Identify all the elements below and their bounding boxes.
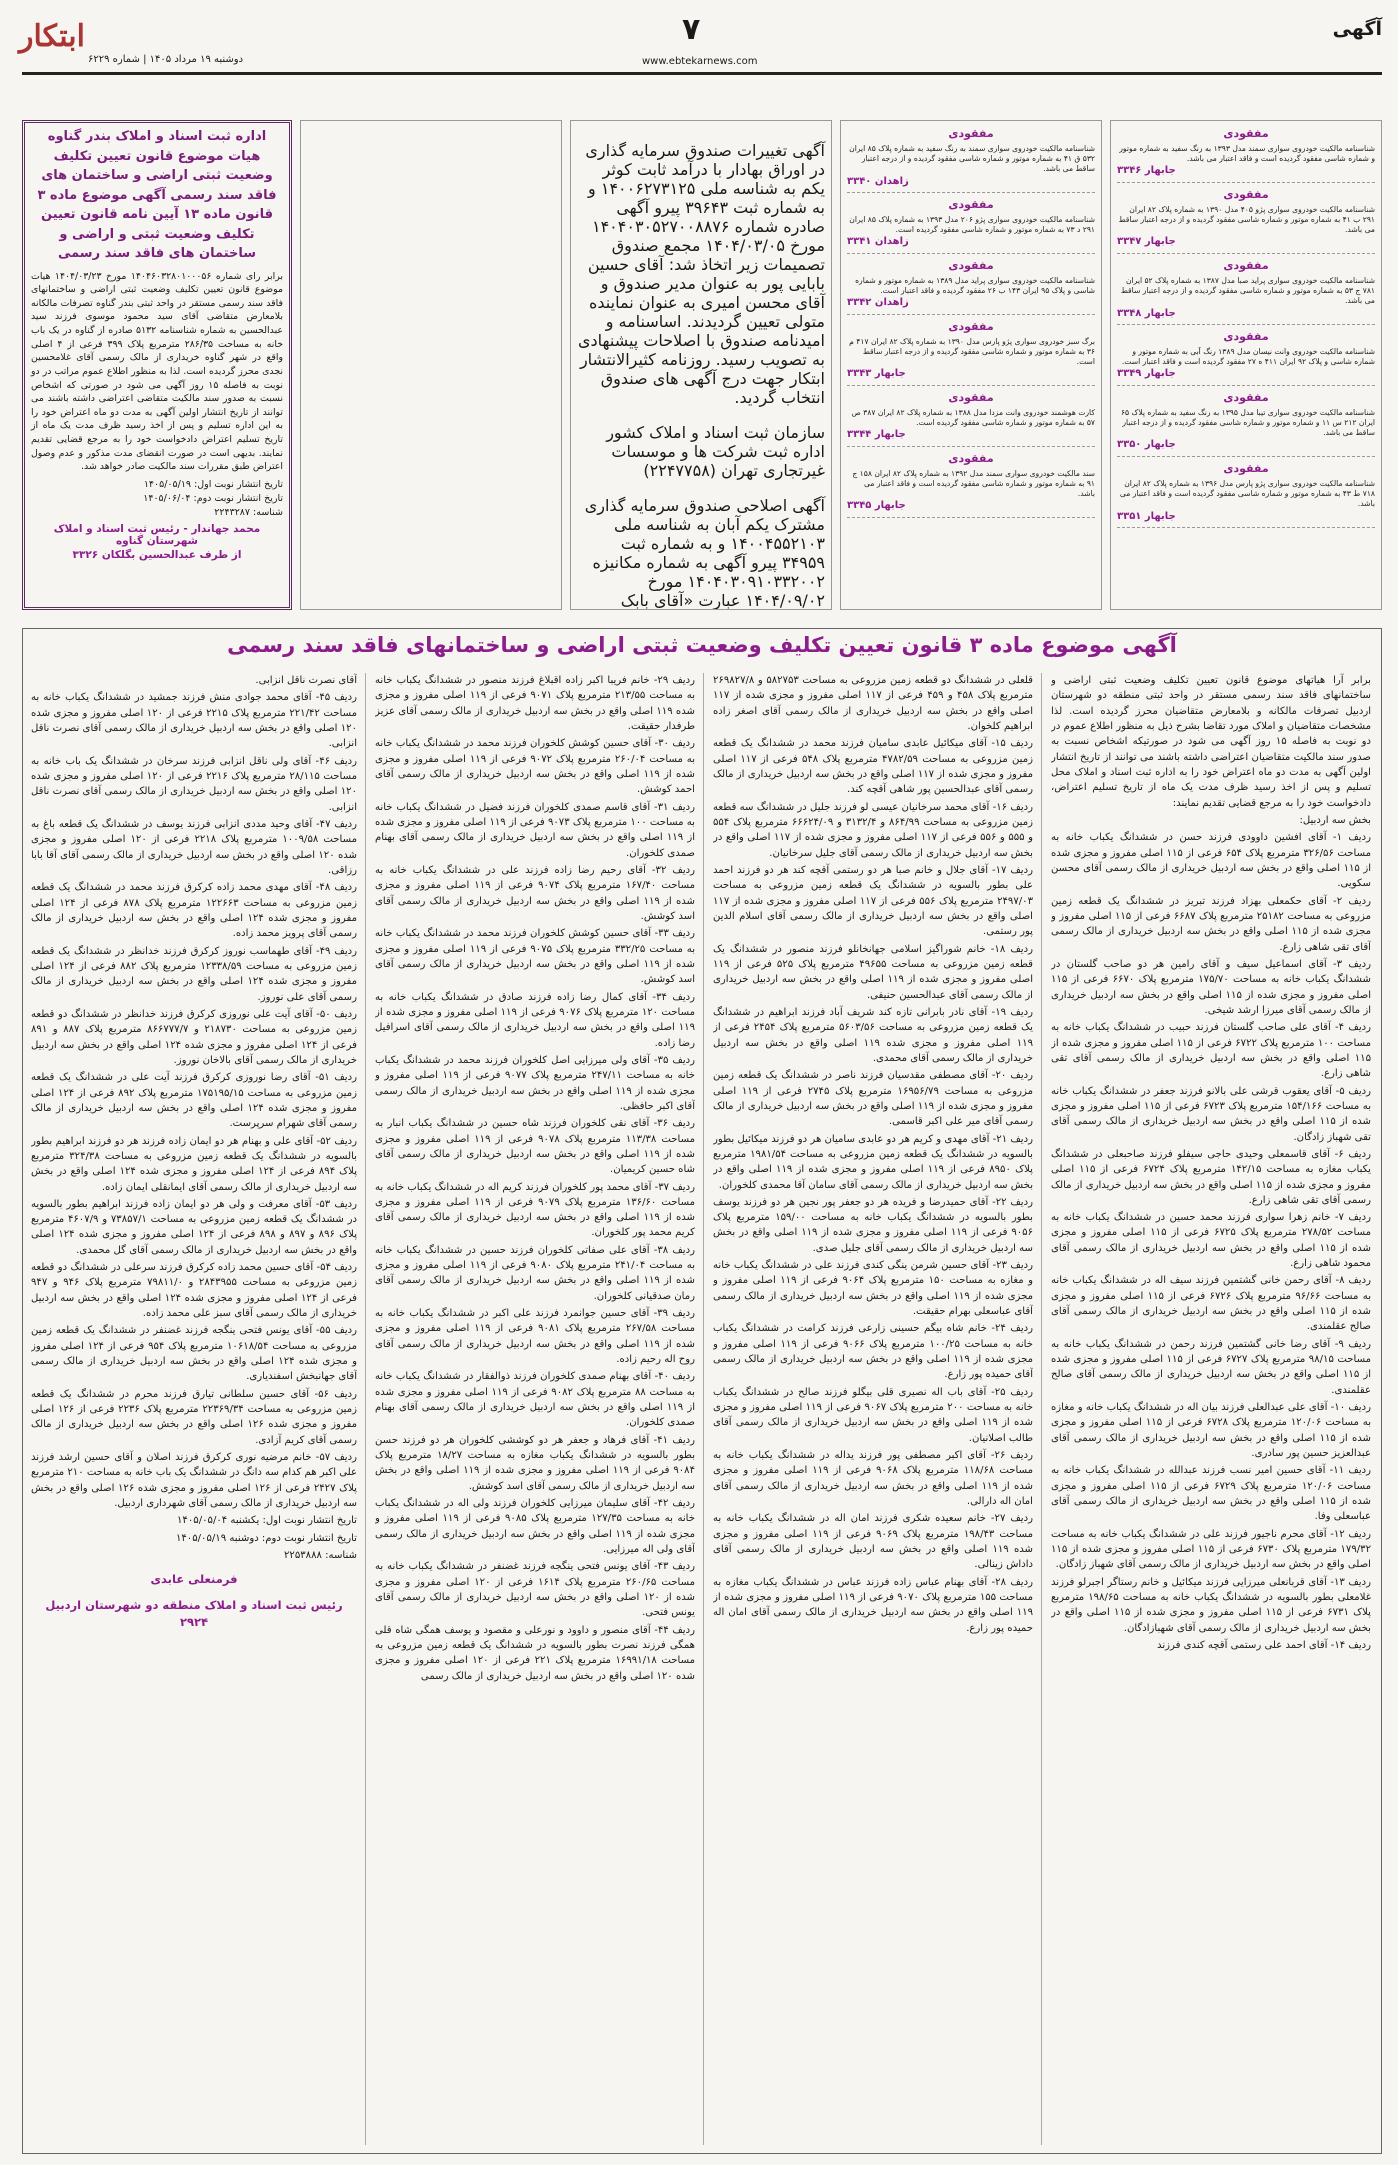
lost-document-ad	[847, 196, 1095, 254]
section-title: آگهی	[1332, 18, 1382, 40]
ad-reference: جابهار ۳۳۵۱	[1117, 510, 1176, 522]
notice-paragraph: بخش سه اردبیل:	[1299, 814, 1371, 826]
small-ads-column-2	[840, 120, 1102, 610]
notice-paragraph: ردیف ۳۶- آقای نقی کلخوران فرزند شاه حسین در ششدانگ یکباب انبار به مساحت ۱۱۳/۳۸ مترمربع پلاک ۹۰۷۸ فرعی از ۱۱۹ اصلی مفروز و مجزی شده از ۱۱۹ اصلی واقع در بخش سه اردبیل خریداری از مالک رسمی آقای شاه حسین کریمیان.	[375, 1118, 695, 1176]
notice-signature: محمد جهاندار - رئیس ثبت اسناد و املاک شهرستان گناوه	[53, 522, 261, 547]
notice-paragraph: ردیف ۳۹- آقای حسین جوانمرد فرزند علی اکبر در ششدانگ یکباب خانه به مساحت ۲۶۷/۵۸ مترمربع پلاک ۹۰۸۱ فرعی از ۱۱۹ اصلی مفروز و مجزی شده از ۱۱۹ اصلی واقع در بخش سه اردبیل خریداری از مالک رسمی آقای روح اله رحیم زاده.	[375, 1308, 695, 1366]
publish-date-2: تاریخ انتشار نوبت دوم: ۱۴۰۵/۰۶/۰۴	[143, 493, 283, 505]
notice-paragraph: ردیف ۴۳- آقای یونس فتحی ینگجه فرزند غضنفر در ششدانگ یکباب خانه به مساحت ۲۶۰/۶۵ مترمربع پلاک ۱۶۱۴ فرعی از ۱۲۰ اصلی مفروز و مجزی شده از ۱۲۰ اصلی واقع در بخش سه اردبیل خریداری از مالک رسمی آقای یونس فتحی.	[375, 1561, 695, 1619]
notice-paragraph: ردیف ۱۳- آقای قربانعلی میرزایی فرزند میکائیل و خانم رستاگر اجبرلو فرزند غلامعلی بطور بالسویه در ششدانگ یکباب خانه به مساحت ۱۹۸/۶۵ مترمربع پلاک ۶۷۳۱ فرعی از ۱۱۵ اصلی مفروز و مجزی شده از ۱۱۵ اصلی واقع در بخش سه اردبیل خریداری از مالک رسمی آقای شهبازادگان.	[1051, 1576, 1371, 1634]
notice-paragraph: ردیف ۴۶- آقای ولی ناقل انزابی فرزند سرخان در ششدانگ یک باب خانه به مساحت ۲۸/۱۱۵ مترمربع پلاک ۲۲۱۶ فرعی از ۱۲۰ اصلی مفروز و مجزی شده ۱۲۰ اصلی واقع در بخش سه اردبیل خریداری از مالک رسمی آقای نصرت ناقل انزابی.	[31, 755, 357, 813]
ad-reference: جابهار ۳۳۴۸	[1117, 307, 1176, 319]
ganaveh-registry-notice	[22, 120, 292, 610]
notice-paragraph: ردیف ۶- آقای قاسمعلی وحیدی حاجی سیفلو فرزند صاحبعلی در ششدانگ یکباب مغازه به مساحت ۱۴۲/۱۵ مترمربع پلاک ۶۷۲۴ فرعی از ۱۱۵ اصلی مفروز و مجزی شده از ۱۱۵ اصلی واقع در بخش سه اردبیل خریداری از مالک رسمی آقای تقی شاهی زارع.	[1051, 1148, 1371, 1206]
lost-document-ad	[847, 389, 1095, 447]
header-rule	[22, 72, 1382, 75]
notice-paragraph: ردیف ۵۶- آقای حسین سلطانی تیارق فرزند محرم در ششدانگ یک قطعه زمین مزروعی به مساحت ۲۲۳۶۹/۳۴ مترمربع پلاک ۲۲۳۶ فرعی از ۱۲۶ اصلی مفروز و مجزی شده ۱۲۶ اصلی واقع در بخش سه اردبیل خریداری از مالک رسمی آقای کریم آزادی.	[31, 1388, 357, 1446]
ad-body: شناسنامه مالکیت خودروی سواری پراید صبا مدل ۱۳۸۷ به شماره پلاک ۵۲ ایران ۷۸۱ ج ۵۳ به شماره موتور و شماره شاسی مفقود گردیده و از درجه اعتبار ساقط می باشد.	[1120, 275, 1375, 306]
ad-reference: جابهار ۳۳۴۳	[847, 368, 906, 380]
notice-block-2	[577, 496, 825, 610]
newspaper-logo: ابتکار	[19, 18, 85, 54]
ad-title: مفقودی	[948, 319, 994, 333]
column-divider	[365, 673, 366, 2145]
notice-paragraph: ردیف ۱۴- آقای احمد علی رستمی آقچه کندی فرزند	[1157, 1640, 1371, 1652]
notice-paragraph: ردیف ۴۸- آقای مهدی محمد زاده کرکرق فرزند محمد در ششدانگ یک قطعه زمین مزروعی به مساحت ۱۲۲۶۶۳ مترمربع پلاک ۸۷۸ فرعی از ۱۲۴ اصلی مفروز و مجزی شده ۱۲۴ اصلی واقع در بخش سه اردبیل خریداری از مالک رسمی آقای پرویز محمد زاده.	[31, 882, 357, 940]
column-divider	[1041, 673, 1042, 2145]
ad-body: شناسنامه مالکیت خودروی سواری پراید مدل ۱۳۸۹ به شماره موتور و شماره شاسی و پلاک ۹۵ ایران ۱۴۳ ب ۲۶ مفقود گردیده و فاقد اعتبار است.	[855, 275, 1095, 296]
ad-reference: زاهدان ۳۳۴۱	[847, 236, 909, 248]
lost-document-ad	[1117, 125, 1375, 183]
lost-document-ad	[847, 318, 1095, 386]
notice-paragraph: ردیف ۴۵- آقای محمد جوادی منش فرزند جمشید در ششدانگ یکباب خانه به مساحت ۲۲۱/۴۲ مترمربع پلاک ۲۲۱۵ فرعی از ۱۲۰ اصلی مفروز و مجزی شده ۱۲۰ اصلی واقع در بخش سه اردبیل خریداری از مالک رسمی آقای نصرت ناقل انزابی.	[31, 692, 357, 750]
small-ads-column-1	[1110, 120, 1382, 610]
notice-title: اداره ثبت اسناد و املاک بندر گناوه هیات موضوع قانون تعیین تکلیف وضعیت ثبتی اراضی و ساختمان های فاقد سند رسمی آگهی موضوع ماده ۳ قانون ماده ۱۳ آیین نامه قانون تعیین تکلیف وضعیت ثبتی و اراضی و ساختمان های فاقد سند رسمی	[37, 129, 277, 261]
notice-paragraph: ردیف ۴۷- آقای وحید مددی انزابی فرزند یوسف در ششدانگ یک قطعه باغ به مساحت ۱۰۰۹/۵۸ مترمربع پلاک ۲۲۱۸ فرعی از ۱۲۰ اصلی مفروز و مجزی شده ۱۲۰ اصلی واقع در بخش سه اردبیل خریداری از مالک رسمی آقای آقا بابا رزاقی.	[31, 818, 357, 876]
notice-paragraph: ردیف ۲۰- آقای مصطفی مقدسیان فرزند ناصر در ششدانگ یک قطعه زمین مزروعی به مساحت ۱۶۹۵۶/۷۹ مترمربع پلاک ۲۷۴۵ فرعی از ۱۱۹ اصلی مفروز و مجزی شده از ۱۱۹ اصلی واقع در بخش سه اردبیل خریداری از مالک رسمی آقای میر علی اکبر قاسمی.	[713, 1070, 1033, 1128]
column-divider	[703, 673, 704, 2145]
ad-body: شناسنامه مالکیت خودروی سواری سمند به رنگ سفید به شماره پلاک ۸۵ ایران ۵۳۲ ق ۴۱ به شماره موتور و شماره شاسی مفقود گردیده و از درجه اعتبار ساقط می باشد.	[849, 143, 1095, 174]
ad-reference: زاهدان ۳۳۴۲	[847, 297, 909, 309]
notice-paragraph: ردیف ۲۴- خانم شاه بیگم حسینی زارعی فرزند کرامت در ششدانگ یکباب خانه به مساحت ۱۰۰/۲۵ مترمربع پلاک ۹۰۶۶ فرعی از ۱۱۹ اصلی مفروز و مجزی شده از ۱۱۹ اصلی واقع در بخش سه اردبیل خریداری از مالک رسمی آقای حمیده پور زارع.	[713, 1323, 1033, 1381]
notice-signature: سازمان ثبت اسناد و املاک کشور	[606, 423, 825, 442]
notice-text: آگهی تغییرات صندوق سرمایه گذاری در اوراق بهادار با درآمد ثابت کوثر یکم به شناسه ملی ۱۴۰۰۶۲۷۳۱۲۵ و به شماره ثبت ۳۹۶۴۳ پیرو آگهی صادره شماره ۱۴۰۴۰۳۰۵۲۷۰۰۸۸۷۶ مورخ ۱۴۰۴/۰۳/۰۵ مجمع صندوق تصمیمات زیر اتخاذ شد: آقای حسین بابایی پور به عنوان مدیر صندوق و آقای محسن امیری به عنوان نماینده متولی تعیین گردیدند. اساسنامه و امیدنامه صندوق با اصلاحات پیشنهادی به تصویب رسید. روزنامه کثیرالانتشار ابتکار جهت درج آگهی های صندوق انتخاب گردید.	[577, 141, 825, 407]
notice-paragraph: ردیف ۲۸- آقای بهنام عباس زاده فرزند عباس در ششدانگ یکباب مغازه به مساحت ۱۵۵ مترمربع پلاک ۹۰۷۰ فرعی از ۱۱۹ اصلی مفروز و مجزی شده از ۱۱۹ اصلی واقع در بخش سه اردبیل خریداری از مالک رسمی آقای امان اله حمیده پور زارع.	[713, 1576, 1033, 1634]
notice-paragraph: ردیف ۳۲- آقای رحیم رضا زاده فرزند علی در ششدانگ یکباب خانه به مساحت ۱۶۷/۴۰ مترمربع پلاک ۹۰۷۴ فرعی از ۱۱۹ اصلی مفروز و مجزی شده از ۱۱۹ اصلی واقع در بخش سه اردبیل خریداری از مالک رسمی آقای اسد کوشش.	[375, 864, 695, 922]
notice-column-3	[375, 673, 695, 2145]
notice-paragraph: ردیف ۴۰- آقای بهنام صمدی کلخوران فرزند ذوالفقار در ششدانگ یکباب خانه به مساحت ۸۸ مترمربع پلاک ۹۰۸۲ فرعی از ۱۱۹ اصلی مفروز و مجزی شده از ۱۱۹ اصلی واقع در بخش سه اردبیل خریداری از مالک رسمی آقای بهنام صمدی کلخوران.	[375, 1371, 695, 1429]
publish-date-1: تاریخ انتشار نوبت اول: یکشنبه ۱۴۰۵/۰۵/۰۴	[177, 1515, 357, 1527]
ad-title: مفقودی	[1223, 461, 1269, 475]
lost-document-ad	[1117, 257, 1375, 325]
ad-title: مفقودی	[948, 390, 994, 404]
notice-paragraph: ردیف ۲۵- آقای باب اله نصیری قلی بیگلو فرزند صالح در ششدانگ یکباب خانه به مساحت ۲۰۰ مترمربع پلاک ۹۰۶۷ فرعی از ۱۱۹ اصلی مفروز و مجزی شده از ۱۱۹ اصلی واقع در بخش سه اردبیل خریداری از مالک رسمی آقای طالب اصلانیان.	[713, 1386, 1033, 1444]
notice-paragraph: ردیف ۱۶- آقای محمد سرخانیان عیسی لو فرزند جلیل در ششدانگ سه قطعه زمین مزروعی به مساحت ۸۶۴/۹۹ و ۳۱۳۲/۴ و ۶۶۶۲۴/۰۹ مترمربع پلاک ۵۵۴ و ۵۵۵ و ۵۵۶ فرعی از ۱۱۷ اصلی مفروز و مجزی شده از ۱۱۷ اصلی واقع در بخش سه اردبیل خریداری از مالک رسمی آقای جلیل سرخانیان.	[713, 801, 1033, 859]
ad-body: کارت هوشمند خودروی وانت مزدا مدل ۱۳۸۸ به شماره پلاک ۸۲ ایران ۳۸۷ ص ۵۷ به شماره موتور و شماره شاسی مفقود گردیده است.	[851, 407, 1095, 427]
lost-document-ad	[1117, 186, 1375, 254]
main-notice-title: آگهی موضوع ماده ۳ قانون تعیین تکلیف وضعیت ثبتی اراضی و ساختمانهای فاقد سند رسمی	[227, 633, 1177, 657]
notice-paragraph: ردیف ۸- آقای رحمن خانی گشتمین فرزند سیف اله در ششدانگ یکباب خانه به مساحت ۹۶/۶۶ مترمربع پلاک ۶۷۲۶ فرعی از ۱۱۵ اصلی مفروز و مجزی شده از ۱۱۵ اصلی واقع در بخش سه اردبیل خریداری از مالک رسمی آقای صالح عقلمندی.	[1051, 1275, 1371, 1333]
small-ads-column-3	[570, 120, 832, 610]
notice-column-4	[31, 673, 357, 2145]
notice-paragraph: ردیف ۱۵- آقای میکائیل عابدی سامیان فرزند محمد در ششدانگ یک قطعه زمین مزروعی به مساحت ۴۷۸۲/۵۹ مترمربع پلاک ۵۴۸ فرعی از ۱۱۷ اصلی مفروز و مجزی شده از ۱۱۷ اصلی واقع در بخش سه اردبیل خریداری از مالک رسمی آقای عبدالحسین پور شاهی آقچه کند.	[713, 738, 1033, 796]
notice-block-1	[577, 141, 825, 480]
notice-paragraph: ردیف ۲۱- آقای مهدی و کریم هر دو عابدی سامیان هر دو فرزند میکائیل بطور بالسویه در ششدانگ یک قطعه زمین مزروعی به مساحت ۱۹۸۱/۵۴ مترمربع پلاک ۸۹۵۰ فرعی از ۱۱۹ اصلی مفروز و مجزی شده از ۱۱۹ اصلی واقع در بخش سه اردبیل خریداری از مالک رسمی آقای سامان آقا محمدی کلخوران.	[713, 1133, 1033, 1191]
ad-title: مفقودی	[948, 127, 994, 140]
notice-paragraph: ردیف ۴۹- آقای طهماسب نوروز کرکرق فرزند خدانظر در ششدانگ یک قطعه زمین مزروعی به مساحت ۱۲۳۳۸/۵۹ مترمربع پلاک ۸۸۲ فرعی از ۱۲۴ اصلی مفروز و مجزی شده ۱۲۴ اصلی واقع در بخش سه اردبیل خریداری از مالک رسمی آقای علی نوروز.	[31, 945, 357, 1003]
notice-paragraph: ردیف ۵۳- آقای معرفت و ولی هر دو ایمان زاده فرزند ابراهیم بطور بالسویه در ششدانگ یک قطعه زمین مزروعی به مساحت ۷۳۸۵۷/۱ و ۴۶۰۷/۹ مترمربع پلاک ۸۹۶ و ۸۹۷ و ۸۹۸ فرعی از ۱۲۴ اصلی مفروز و مجزی شده ۱۲۴ اصلی واقع در بخش سه اردبیل خریداری از مالک رسمی آقای گل محمدی.	[31, 1198, 357, 1256]
ad-reference: جابهار ۳۳۴۹	[1117, 368, 1176, 380]
notice-paragraph: ردیف ۴۱- آقای فرهاد و جعفر هر دو کوششی کلخوران هر دو فرزند حسن بطور بالسویه در ششدانگ یکباب مغازه به مساحت ۱۸/۲۷ مترمربع پلاک ۹۰۸۴ فرعی از ۱۱۹ اصلی مفروز و مجزی شده از ۱۱۹ اصلی واقع در بخش سه اردبیل خریداری از مالک رسمی آقای اسد کوشش.	[375, 1434, 695, 1492]
notice-paragraph: ردیف ۲۶- آقای اکبر مصطفی پور فرزند یداله در ششدانگ یکباب خانه به مساحت ۱۱۸/۶۸ مترمربع پلاک ۹۰۶۸ فرعی از ۱۱۹ اصلی مفروز و مجزی شده از ۱۱۹ اصلی واقع در بخش سه اردبیل خریداری از مالک رسمی آقای امان اله دارالی.	[713, 1450, 1033, 1508]
notice-paragraph: ردیف ۴- آقای علی صاحب گلستان فرزند حبیب در ششدانگ یکباب خانه به مساحت ۱۰۰ مترمربع پلاک ۶۷۲۲ فرعی از ۱۱۵ اصلی مفروز و مجزی شده از ۱۱۵ اصلی واقع در بخش سه اردبیل خریداری از مالک رسمی آقای تقی شاهی زارع.	[1051, 1022, 1371, 1080]
notice-paragraph: ردیف ۲- آقای حکمعلی بهزاد فرزند تبریز در ششدانگ یک قطعه زمین مزروعی به مساحت ۲۵۱۸۲ مترمربع پلاک ۶۶۸۷ فرعی از ۱۱۵ اصلی مفروز و مجزی شده از ۱۱۵ اصلی واقع در بخش سه اردبیل خریداری از مالک رسمی آقای تقی شاهی زارع.	[1051, 895, 1371, 953]
notice-paragraph: ردیف ۴۲- آقای سلیمان میرزایی کلخوران فرزند ولی اله در ششدانگ یکباب خانه به مساحت ۱۲۷/۳۵ مترمربع پلاک ۹۰۸۵ فرعی از ۱۱۹ اصلی مفروز و مجزی شده از ۱۱۹ اصلی واقع در بخش سه اردبیل خریداری از مالک رسمی آقای ولی اله میرزایی.	[375, 1498, 695, 1556]
ad-title: مفقودی	[948, 451, 994, 465]
website-link[interactable]: www.ebtekarnews.com	[642, 56, 758, 67]
ad-reference: جابهار ۳۳۵۰	[1117, 439, 1176, 451]
notice-paragraph: ردیف ۳۷- آقای محمد پور کلخوران فرزند کریم اله در ششدانگ یکباب خانه به مساحت ۱۳۶/۶۰ مترمربع پلاک ۹۰۷۹ فرعی از ۱۱۹ اصلی مفروز و مجزی شده از ۱۱۹ اصلی واقع در بخش سه اردبیل خریداری از مالک رسمی آقای کریم محمد پور کلخوران.	[375, 1181, 695, 1239]
notice-code: شناسه: ۲۲۴۳۲۸۷	[214, 507, 283, 519]
signatory-name: فرمنعلی عابدی	[150, 1572, 238, 1587]
ad-reference: جابهار ۳۳۴۴	[847, 429, 906, 441]
ad-reference: جابهار ۳۳۴۶	[1117, 165, 1176, 177]
ad-body: برگ سبز خودروی سواری پژو پارس مدل ۱۳۹۰ به شماره پلاک ۸۲ ایران ۴۱۷ م ۳۶ به شماره موتور و شماره شاسی مفقود گردیده و از درجه اعتبار ساقط است.	[849, 336, 1095, 367]
issue-date: دوشنبه ۱۹ مرداد ۱۴۰۵ | شماره ۶۲۲۹	[88, 54, 244, 65]
notice-paragraph: ردیف ۲۹- خانم فریبا اکبر زاده اقبلاغ فرزند منصور در ششدانگ یکباب خانه به مساحت ۲۱۳/۵۵ مترمربع پلاک ۹۰۷۱ فرعی از ۱۱۹ اصلی مفروز و مجزی شده ۱۱۹ اصلی واقع در بخش سه اردبیل خریداری از مالک رسمی آقای عزیز طرفدار حقیقت.	[375, 675, 695, 732]
ad-title: مفقودی	[1223, 127, 1269, 140]
top-ads-zone	[22, 120, 1382, 610]
notice-paragraph: ردیف ۳۵- آقای ولی میرزایی اصل کلخوران فرزند محمد در ششدانگ یکباب خانه به مساحت ۲۴۷/۱۱ مترمربع پلاک ۹۰۷۷ فرعی از ۱۱۹ اصلی مفروز و مجزی شده از ۱۱۹ اصلی واقع در بخش سه اردبیل خریداری از مالک رسمی آقای اکبر حافظی.	[375, 1054, 695, 1112]
ad-body: شناسنامه مالکیت خودروی سواری پژو ۲۰۶ مدل ۱۳۹۳ به شماره پلاک ۸۵ ایران ۲۹۱ د ۷۳ به شماره موتور و شماره شاسی مفقود گردیده است.	[849, 214, 1095, 235]
notice-paragraph: ردیف ۱۲- آقای محرم ناجیور فرزند علی در ششدانگ یکباب خانه به مساحت ۱۷۹/۳۲ مترمربع پلاک ۶۷۳۰ فرعی از ۱۱۵ اصلی مفروز و مجزی شده از ۱۱۵ اصلی واقع در بخش سه اردبیل خریداری از مالک رسمی آقای شهباز زادگان.	[1051, 1528, 1371, 1571]
registration-notice-column	[300, 120, 562, 610]
ad-title: مفقودی	[1223, 187, 1269, 201]
notice-text: آگهی اصلاحی صندوق سرمایه گذاری مشترک یکم آبان به شناسه ملی ۱۴۰۰۴۵۵۲۱۰۳ و به شماره ثبت ۳۴۹۵۹ پیرو آگهی به شماره مکانیزه ۱۴۰۴۰۳۰۹۱۰۳۳۲۰۰۲ مورخ ۱۴۰۴/۰۹/۰۲ عبارت «آقای بابک	[584, 496, 825, 610]
ad-title: مفقودی	[1223, 258, 1269, 272]
ad-body: شناسنامه مالکیت خودروی سواری تیبا مدل ۱۳۹۵ به رنگ سفید به شماره پلاک ۶۵ ایران ۲۱۲ س ۱۱ و شماره موتور و شماره شاسی مفقود گردیده و از درجه اعتبار ساقط می باشد.	[1120, 407, 1375, 438]
notice-paragraph: ردیف ۵۵- آقای یونس فتحی ینگجه فرزند غضنفر در ششدانگ یک قطعه زمین مزروعی به مساحت ۱۰۶۱۸/۵۴ مترمربع پلاک ۹۵۴ فرعی از ۱۲۴ اصلی مفروز و مجزی شده ۱۲۴ اصلی واقع در بخش سه اردبیل خریداری از مالک رسمی آقای جهانبخش اسفندیاری.	[31, 1325, 357, 1383]
publish-date-1: تاریخ انتشار نوبت اول: ۱۴۰۵/۰۵/۱۹	[143, 478, 283, 490]
ad-body: شناسنامه مالکیت خودروی سواری پژو ۴۰۵ مدل ۱۳۹۰ به شماره پلاک ۸۲ ایران ۲۹۱ ب ۴۱ به شماره موتور و شماره شاسی مفقود گردیده و از درجه اعتبار ساقط می باشد.	[1118, 204, 1375, 235]
notice-paragraph: ردیف ۱۸- خانم شوراگیز اسلامی جهانخانلو فرزند منصور در ششدانگ یک قطعه زمین مزروعی به مساحت ۴۹۶۵۵ مترمربع پلاک ۵۲۵ فرعی از ۱۱۹ اصلی مفروز و مجزی شده از ۱۱۹ اصلی واقع در بخش سه اردبیل خریداری از مالک رسمی آقای عبدالحسین حنیفی.	[713, 943, 1033, 1001]
notice-paragraph: ردیف ۱- آقای افشین داوودی فرزند حسن در ششدانگ یکباب خانه به مساحت ۳۲۶/۵۶ مترمربع پلاک ۶۵۴ فرعی از ۱۱۵ اصلی مفروز و مجزی شده از ۱۱۵ اصلی واقع در بخش سه اردبیل خریداری از مالک رسمی آقای محسن سکویی.	[1051, 832, 1371, 890]
notice-paragraph: ردیف ۲۷- خانم سعیده شکری فرزند امان اله در ششدانگ یکباب خانه به مساحت ۱۹۸/۴۳ مترمربع پلاک ۹۰۶۹ فرعی از ۱۱۹ اصلی مفروز و مجزی شده ۱۱۹ اصلی واقع در بخش سه اردبیل خریداری از مالک رسمی آقای داداش زینالی.	[713, 1513, 1033, 1571]
page-header	[19, 12, 1382, 74]
ad-title: مفقودی	[1223, 390, 1269, 404]
lost-document-ad	[847, 257, 1095, 315]
notice-paragraph: ردیف ۱۱- آقای حسین امیر نسب فرزند عبدالله در ششدانگ یکباب خانه به مساحت ۱۲۰/۰۶ مترمربع پلاک ۶۷۲۹ فرعی از ۱۱۵ اصلی مفروز و مجزی شده از ۱۱۵ اصلی واقع در بخش سه اردبیل خریداری از مالک رسمی آقای عباسعلی وفا.	[1051, 1465, 1371, 1523]
ad-reference: زاهدان ۳۳۴۰	[847, 175, 909, 187]
notice-paragraph: ردیف ۳۴- آقای کمال رضا زاده فرزند صادق در ششدانگ یکباب خانه به مساحت ۱۲۰ مترمربع پلاک ۹۰۷۶ فرعی از ۱۱۹ اصلی مفروز و مجزی شده از ۱۱۹ اصلی واقع در بخش سه اردبیل خریداری از مالک رسمی آقای اسرافیل رضا زاده.	[375, 991, 695, 1049]
notice-paragraph: ردیف ۳۰- آقای حسین کوشش کلخوران فرزند محمد در ششدانگ یکباب خانه به مساحت ۲۶۰/۰۴ مترمربع پلاک ۹۰۷۲ فرعی از ۱۱۹ اصلی مفروز و مجزی شده از ۱۱۹ اصلی واقع در بخش سه اردبیل خریداری از مالک رسمی آقای احمد کوشش.	[375, 738, 695, 796]
lost-document-ad	[1117, 328, 1375, 386]
newspaper-page	[19, 12, 1382, 2152]
notice-paragraph: ردیف ۵- آقای یعقوب قرشی علی بالانو فرزند جعفر در ششدانگ یکباب خانه به مساحت ۱۵۴/۱۶۶ مترمربع پلاک ۶۷۲۳ فرعی از ۱۱۵ اصلی مفروز و مجزی شده از ۱۱۵ اصلی واقع در بخش سه اردبیل خریداری از مالک رسمی آقای تقی شهباز زادگان.	[1051, 1085, 1371, 1143]
notice-paragraph: ردیف ۷- خانم زهرا سواری فرزند محمد حسین در ششدانگ یکباب خانه به مساحت ۲۷۸/۵۲ مترمربع پلاک ۶۷۲۵ فرعی از ۱۱۵ اصلی مفروز و مجزی شده از ۱۱۵ اصلی واقع در بخش سه اردبیل خریداری از مالک رسمی آقای محمود شاهی زارع.	[1051, 1212, 1371, 1270]
notice-paragraph: ردیف ۲۳- آقای حسین شرمن ینگی کندی فرزند علی در ششدانگ یکباب خانه و مغازه به مساحت ۱۵۰ مترمربع پلاک ۹۰۶۴ فرعی از ۱۱۹ اصلی مفروز و مجزی شده از ۱۱۹ اصلی واقع در بخش سه اردبیل خریداری از مالک رسمی آقای عباسعلی بهرام حقیقت.	[713, 1260, 1033, 1318]
notice-paragraph: ردیف ۳- آقای اسماعیل سیف و آقای رامین هر دو صاحب گلستان در ششدانگ یکباب خانه به مساحت ۱۷۵/۷۰ مترمربع پلاک ۶۶۷۰ فرعی از ۱۱۵ اصلی مفروز و مجزی شده از ۱۱۵ اصلی واقع در بخش سه اردبیل خریداری از مالک رسمی آقای میرزا ارشد شیخی.	[1051, 958, 1371, 1016]
notice-column-2	[713, 673, 1033, 2145]
lost-document-ad	[1117, 389, 1375, 457]
notice-paragraph: ردیف ۱۷- آقای جلال و خانم صبا هر دو رستمی آقچه کند هر دو فرزند احمد علی بطور بالسویه در ششدانگ یک قطعه زمین مزروعی به مساحت ۲۴۹۷/۰۳ مترمربع پلاک ۵۵۶ فرعی از ۱۱۷ اصلی مفروز و مجزی شده از ۱۱۷ اصلی واقع در بخش سه اردبیل خریداری از مالک رسمی آقای اسلام الدین پور رستمی.	[713, 864, 1033, 938]
notice-paragraph: ردیف ۱۰- آقای علی عبدالعلی فرزند بیان اله در ششدانگ یکباب خانه و مغازه به مساحت ۱۲۰/۰۶ مترمربع پلاک ۶۷۲۸ فرعی از ۱۱۵ اصلی مفروز و مجزی شده از ۱۱۵ اصلی واقع در بخش سه اردبیل خریداری از مالک رسمی آقای عبدالعزیز حسین پور سادری.	[1051, 1402, 1371, 1460]
notice-body: برابر رای شماره ۱۴۰۴۶۰۳۲۸۰۱۰۰۰۵۶ مورخ ۱۴۰۴/۰۳/۲۳ هیات موضوع قانون تعیین تکلیف وضعیت ثبتی اراضی و ساختمانهای فاقد سند رسمی مستقر در واحد ثبتی بندر گناوه تصرفات مالکانه بلامعارض متقاضی آقای سید محمود موسوی فرزند سید عبدالحسین به شماره شناسنامه ۵۱۳۲ صادره از گناوه در یک باب خانه به مساحت ۲۸۶/۳۵ مترمربع پلاک ۳۹۹ فرعی از ۴ اصلی واقع در شهر گناوه خریداری از مالک رسمی آقای غلامحسین نجدی محرز گردیده است. لذا به منظور اطلاع عموم مراتب در دو نوبت به فاصله ۱۵ روز آگهی می شود در صورتی که اشخاص نسبت به صدور سند مالکیت متقاضی اعتراضی داشته باشند می توانند از تاریخ انتشار اولین آگهی به مدت دو ماه اعتراض خود را به این اداره تسلیم و پس از اخذ رسید ظرف مدت یک ماه از تاریخ تسلیم اعتراض دادخواست خود را به مرجع قضایی تقدیم نمایند. بدیهی است در صورت انقضای مدت مذکور و عدم وصول اعتراض طبق مقررات سند مالکیت صادر خواهد شد.	[31, 270, 283, 473]
ad-title: مفقودی	[948, 258, 994, 272]
notice-paragraph: ردیف ۱۹- آقای نادر بابرانی تازه کند شریف آباد فرزند ابراهیم در ششدانگ یک قطعه زمین مزروعی به مساحت ۵۶۰۳/۵۶ مترمربع پلاک ۲۴۵۴ فرعی از ۱۱۹ اصلی مفروز و مجزی شده ۱۱۹ اصلی واقع در بخش سه اردبیل خریداری از مالک رسمی آقای محمدی.	[713, 1006, 1033, 1064]
ad-body: شناسنامه مالکیت خودروی سواری پژو پارس مدل ۱۳۹۶ به شماره پلاک ۸۲ ایران ۷۱۸ ط ۴۳ به شماره موتور و شماره شاسی مفقود گردیده است و فاقد اعتبار می باشد.	[1119, 478, 1375, 509]
ad-title: مفقودی	[1223, 330, 1269, 344]
notice-paragraph: برابر آرا هیاتهای موضوع قانون تعیین تکلیف وضعیت ثبتی اراضی و ساختمانهای فاقد سند رسمی مستقر در واحد ثبتی منطقه دو شهرستان اردبیل تصرفات مالکانه و بلامعارض متقاضیان محرز گردیده است. لذا مشخصات متقاضیان و املاک مورد تقاضا بشرح ذیل به منظور اطلاع عموم در دو نوبت به فاصله ۱۵ روز آگهی می شود در صورتیکه اشخاص نسبت به صدور سند مالکیت متقاضیان اعتراضی داشته باشند می توانند از تاریخ انتشار اولین آگهی به مدت دو ماه اعتراض خود را به اداره ثبت اسناد و املاک محل تسلیم و پس از اخذ رسید ظرف مدت یک ماه از تاریخ تسلیم اعتراض، دادخواست خود را به مرجع قضایی تقدیم نمایند:	[1051, 675, 1371, 809]
notice-paragraph: ردیف ۵۰- آقای آیت علی نوروزی کرکرق فرزند خدانظر در ششدانگ دو قطعه زمین مزروعی به مساحت ۲۱۸۷۳۰ و ۸۶۶۷۷۷/۷ مترمربع پلاک ۸۸۷ و ۸۹۱ فرعی از ۱۲۴ اصلی مفروز و مجزی شده ۱۲۴ اصلی واقع در بخش سه اردبیل خریداری از مالک رسمی آقای بالاخان نوروز.	[31, 1008, 357, 1066]
ad-reference: جابهار ۳۳۴۵	[847, 500, 906, 512]
ad-body: شناسنامه مالکیت خودروی سواری سمند مدل ۱۳۹۳ به رنگ سفید به شماره موتور و شماره شاسی مفقود گردیده است و فاقد اعتبار می باشد.	[1119, 143, 1375, 164]
ad-body: سند مالکیت خودروی سواری سمند مدل ۱۳۹۲ به شماره پلاک ۸۲ ایران ۱۵۸ ج ۹۱ به شماره موتور و شماره شاسی مفقود گردیده است و فاقد اعتبار می باشد.	[852, 468, 1095, 499]
notice-paragraph: ردیف ۵۴- آقای حسین محمد زاده کرکرق فرزند سرعلی در ششدانگ دو قطعه زمین مزروعی به مساحت ۲۸۴۳۹۵۵ و ۷۹۸۱۱/۰ مترمربع پلاک ۹۴۶ و ۹۴۷ فرعی از ۱۲۴ اصلی مفروز و مجزی شده ۱۲۴ اصلی واقع در بخش سه اردبیل خریداری از مالک رسمی آقای سبز علی محمد زاده.	[31, 1262, 357, 1320]
lost-document-ad	[1117, 460, 1375, 528]
notice-paragraph: قلعلی در ششدانگ دو قطعه زمین مزروعی به مساحت ۵۸۲۷۵۳ و ۲۶۹۸۲۷/۸ مترمربع پلاک ۴۵۸ و ۴۵۹ فرعی از ۱۱۷ اصلی مفروز و مجزی شده از ۱۱۷ اصلی واقع در بخش سه اردبیل خریداری از مالک رسمی آقای اصغر زاده ابراهیم کلخوان.	[713, 675, 1033, 732]
notice-paragraph: ردیف ۴۴- آقای منصور و داوود و نورعلی و مقصود و یوسف همگی شاه قلی همگی فرزند نصرت بطور بالسویه در ششدانگ یک قطعه زمین مزروعی به مساحت ۱۶۹۹۱/۱۸ مترمربع پلاک ۲۲۱ فرعی از ۱۲۰ اصلی مفروز و مجزی شده ۱۲۰ اصلی واقع در بخش سه اردبیل خریداری از مالک رسمی	[375, 1624, 695, 1682]
notice-paragraph: ردیف ۵۲- آقای علی و بهنام هر دو ایمان زاده فرزند هر دو فرزند ابراهیم بطور بالسویه در ششدانگ یک قطعه زمین مزروعی به مساحت ۳۲۴/۳۸ مترمربع پلاک ۸۹۴ فرعی از ۱۲۴ اصلی مفروز و مجزی شده ۱۲۴ اصلی واقع در بخش سه اردبیل خریداری از مالک رسمی آقای ایمانقلی ایمان زاده.	[31, 1135, 357, 1193]
page-number: ۷	[682, 12, 701, 47]
publish-date-2: تاریخ انتشار نوبت دوم: دوشنبه ۱۴۰۵/۰۵/۱۹	[175, 1532, 357, 1544]
notice-paragraph: آقای نصرت ناقل انزابی.	[255, 675, 357, 686]
notice-paragraph: ردیف ۳۳- آقای حسین کوشش کلخوران فرزند محمد در ششدانگ یکباب خانه به مساحت ۳۳۲/۲۵ مترمربع پلاک ۹۰۷۵ فرعی از ۱۱۹ اصلی مفروز و مجزی شده از ۱۱۹ اصلی واقع در بخش سه اردبیل خریداری از مالک رسمی آقای اسد کوشش.	[375, 928, 695, 986]
notice-paragraph: ردیف ۲۲- آقای حمیدرضا و فریده هر دو جعفر پور نجین هر دو فرزند یوسف بطور بالسویه در ششدانگ یکباب خانه به مساحت ۱۵۹/۰۰ مترمربع پلاک ۹۰۵۶ فرعی از ۱۱۹ اصلی مفروز و مجزی شده از ۱۱۹ اصلی واقع در بخش سه اردبیل خریداری از مالک رسمی آقای جلیل صدی.	[713, 1196, 1033, 1254]
notice-paragraph: ردیف ۵۷- خانم مرضیه نوری کرکرق فرزند اصلان و آقای حسین ارشد فرزند علی اکبر هم کدام سه دانگ در ششدانگ یک باب خانه به مساحت ۲۱۰ مترمربع پلاک ۲۴۲۷ فرعی از ۱۲۶ اصلی مفروز و مجزی شده ۱۲۶ اصلی واقع در بخش سه اردبیل خریداری از مالک رسمی آقای شهرداری اردبیل.	[31, 1452, 357, 1510]
notice-column-1	[1051, 673, 1371, 2145]
ad-reference: جابهار ۳۳۴۷	[1117, 236, 1176, 248]
ad-body: شناسنامه مالکیت خودروی وانت نیسان مدل ۱۳۸۹ رنگ آبی به شماره موتور و شماره شاسی و پلاک ۹۲ ایران ۴۱۱ ه ۲۷ مفقود گردیده است و فاقد اعتبار است.	[1121, 346, 1375, 367]
notice-paragraph: ردیف ۳۸- آقای علی صفاتی کلخوران فرزند حسین در ششدانگ یکباب خانه به مساحت ۲۴۱/۰۴ مترمربع پلاک ۹۰۸۰ فرعی از ۱۱۹ اصلی مفروز و مجزی شده از ۱۱۹ اصلی واقع در بخش سه اردبیل خریداری از مالک رسمی آقای رمان صدقیانی کلخوران.	[375, 1244, 695, 1302]
notice-paragraph: ردیف ۳۱- آقای قاسم صمدی کلخوران فرزند فضیل در ششدانگ یکباب خانه به مساحت ۱۰۰ مترمربع پلاک ۹۰۷۳ فرعی از ۱۱۹ اصلی مفروز و مجزی شده از ۱۱۹ اصلی واقع در بخش سه اردبیل خریداری از مالک رسمی آقای بهنام صمدی کلخوران.	[375, 801, 695, 859]
notice-code: شناسه: ۲۲۵۳۸۸۸	[283, 1550, 357, 1562]
ad-title: مفقودی	[948, 198, 994, 212]
lost-document-ad	[847, 125, 1095, 193]
signatory-title: رئیس ثبت اسناد و املاک منطقه دو شهرستان اردبیل ۲۹۲۴	[45, 1597, 343, 1630]
main-land-notice	[22, 628, 1382, 2154]
notice-signature-2: از طرف عبدالحسین بگلکان ۳۳۲۶	[72, 548, 242, 561]
notice-paragraph: ردیف ۹- آقای رضا خانی گشتمین فرزند رحمن در ششدانگ یکباب خانه به مساحت ۹۸/۱۵ مترمربع پلاک ۶۷۲۷ فرعی از ۱۱۵ اصلی مفروز و مجزی شده از ۱۱۵ اصلی واقع در بخش سه اردبیل خریداری از مالک رسمی آقای صالح عقلمندی.	[1051, 1338, 1371, 1396]
notice-paragraph: ردیف ۵۱- آقای رضا نوروزی کرکرق فرزند آیت علی در ششدانگ یک قطعه زمین مزروعی به مساحت ۱۷۵۱۹۵/۱۵ مترمربع پلاک ۸۹۲ فرعی از ۱۲۴ اصلی مفروز و مجزی شده ۱۲۴ اصلی واقع در بخش سه اردبیل خریداری از مالک رسمی آقای شهرام سرپرست.	[31, 1072, 357, 1130]
notice-signature-office: اداره ثبت شرکت ها و موسسات غیرتجاری تهران (۲۲۴۷۷۵۸)	[611, 442, 825, 480]
lost-document-ad	[847, 450, 1095, 518]
